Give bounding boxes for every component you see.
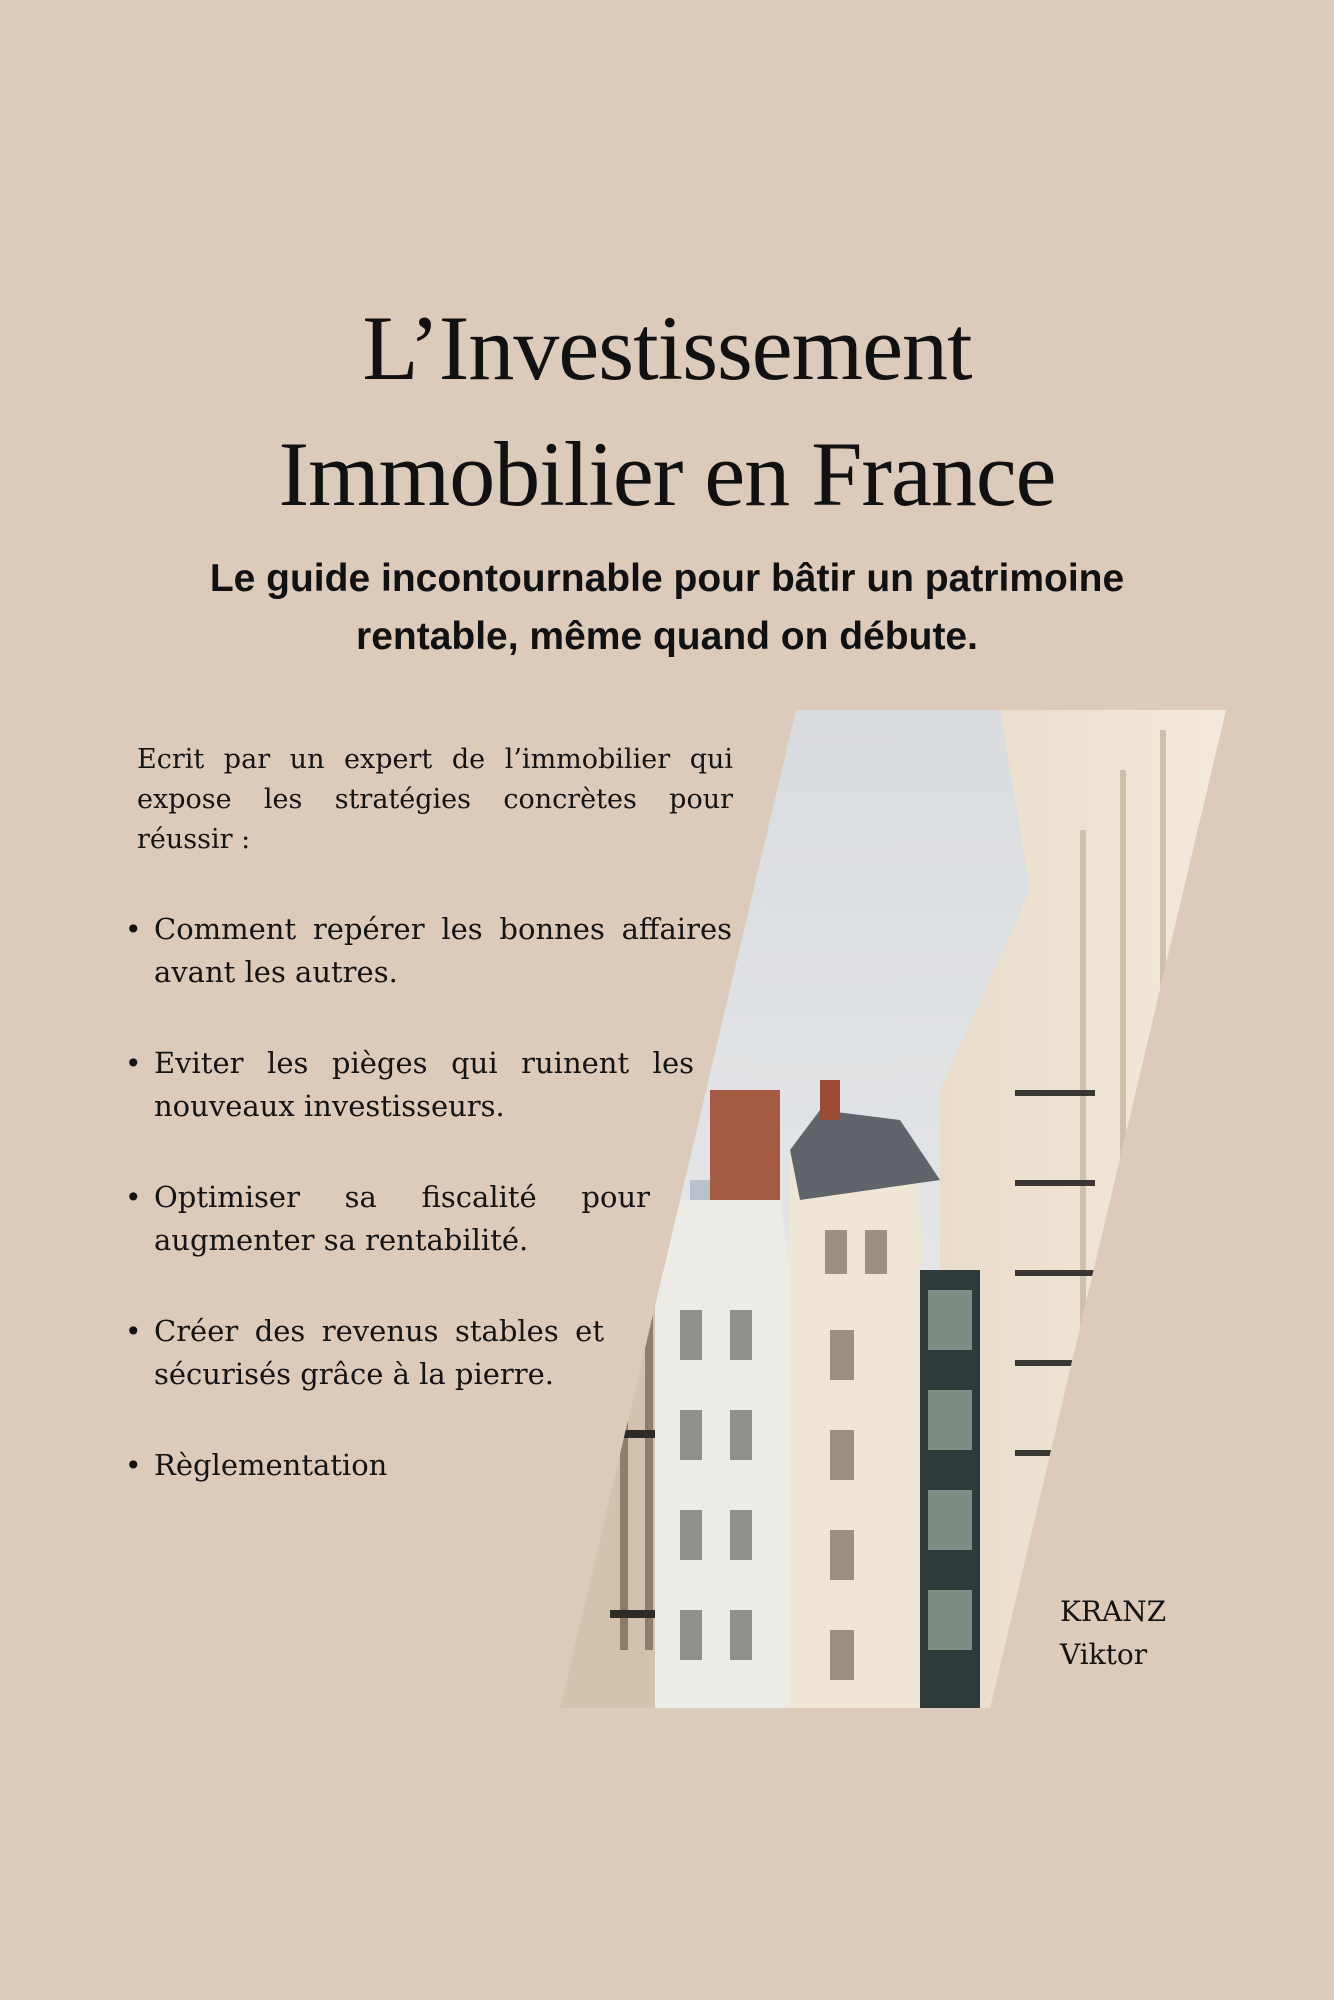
bullet-item: • Eviter les pièges qui ruinent les nouveaux investisseurs. bbox=[137, 1042, 694, 1128]
intro-text: Ecrit par un expert de l’immobilier qui expose les stratégies concrètes pour réussir : bbox=[137, 744, 733, 855]
bullet-item: • Règlementation bbox=[137, 1444, 574, 1487]
book-title bbox=[0, 285, 1334, 537]
bullet-item: • Comment repérer les bonnes affaires avant les autres. bbox=[137, 908, 732, 994]
bullet-item: • Optimiser sa fiscalité pour augmenter sa rentabilité. bbox=[137, 1176, 650, 1262]
author-first-name: Viktor bbox=[1060, 1638, 1148, 1671]
author-last-name: KRANZ bbox=[1060, 1595, 1167, 1628]
bullet-item: • Créer des revenus stables et sécurisés grâce à la pierre. bbox=[137, 1310, 604, 1396]
building-photo bbox=[560, 710, 1230, 1708]
title-line-2: Immobilier en France bbox=[278, 423, 1056, 525]
title-line-1: L’Investissement bbox=[362, 297, 972, 399]
book-subtitle bbox=[0, 550, 1334, 666]
subtitle-line-1: Le guide incontournable pour bâtir un patrimoine bbox=[209, 557, 1125, 600]
subtitle-line-2: rentable, même quand on débute. bbox=[356, 615, 978, 658]
author-name bbox=[1060, 1590, 1166, 1676]
